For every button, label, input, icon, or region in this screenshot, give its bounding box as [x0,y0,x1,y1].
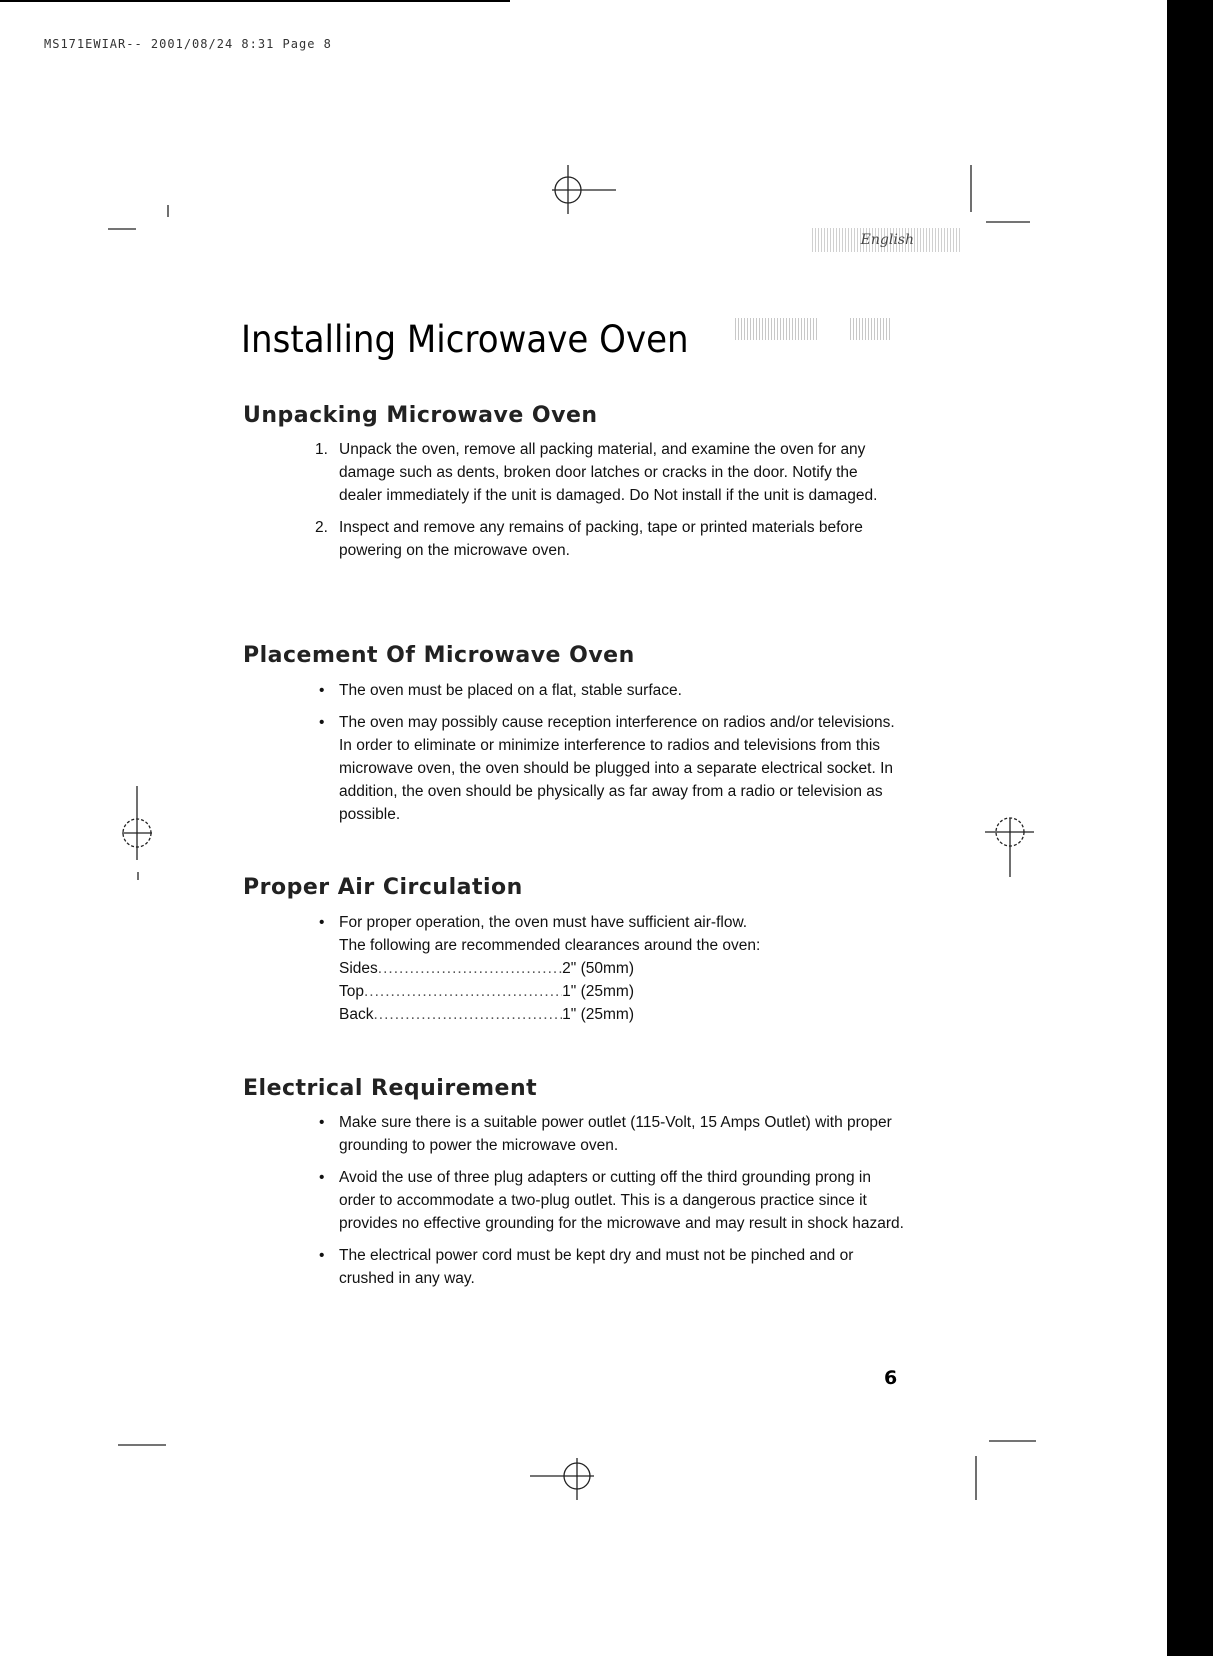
electrical-list [315,1111,905,1299]
language-tag: English [812,228,962,252]
bullet-icon: • [319,714,325,731]
registration-mark-bottom-icon [530,1458,594,1500]
page-title: Installing Microwave Oven [241,318,689,361]
list-item [315,911,905,1026]
clearance-row [339,957,634,980]
item-text: The electrical power cord must be kept dry and must not be pinched and or crushed in any way. [339,1247,854,1287]
item-number: 2. [315,519,328,536]
clearance-value: 1" (25mm) [562,983,634,1000]
item-text: Avoid the use of three plug adapters or cutting off the third grounding prong in order to accommodate a two-plug outlet. This is a dangerous practice since it provides no effective grounding for the microwave and may result in shock hazard. [339,1169,904,1232]
section-heading-unpacking: Unpacking Microwave Oven [243,403,598,428]
item-text: Make sure there is a suitable power outlet (115-Volt, 15 Amps Outlet) with proper grounding to power the microwave oven. [339,1114,892,1154]
clearance-row [339,980,634,1003]
air-circulation-list [315,911,905,1035]
unpacking-list [315,438,905,571]
bullet-icon: • [319,1247,325,1264]
clearance-label: Top [339,983,364,1000]
list-item [315,711,905,826]
list-item [315,1166,905,1235]
registration-mark-left-icon [122,786,152,860]
section-heading-air-circulation: Proper Air Circulation [243,875,523,900]
section-heading-electrical: Electrical Requirement [243,1076,538,1101]
registration-mark-right-icon [985,818,1034,877]
item-text: Unpack the oven, remove all packing material, and examine the oven for any damage such as dents, broken door latches or cracks in the door. Notify the dealer immediately if the unit is damaged. Do Not install if the unit is damaged. [339,441,878,504]
clearance-label: Back [339,1006,374,1023]
registration-mark-top-icon [552,165,616,214]
section-heading-placement: Placement Of Microwave Oven [243,643,635,668]
title-decoration [850,318,890,340]
dot-leader [373,1003,562,1026]
list-item [315,679,905,702]
list-item [315,516,905,562]
bullet-icon: • [319,682,325,699]
dot-leader [378,957,562,980]
clearance-label: Sides [339,960,378,977]
item-text: The oven may possibly cause reception interference on radios and/or televisions. In order to eliminate or minimize interference to radios and televisions from this microwave oven, the oven should be plugged into a separate electrical socket. In addition, the oven should be physically as far away from a radio or television as possible. [339,714,895,823]
bullet-icon: • [319,1114,325,1131]
item-subtext: The following are recommended clearances around the oven: [339,937,761,954]
clearance-value: 2" (50mm) [562,960,634,977]
bullet-icon: • [319,1169,325,1186]
dot-leader [364,980,562,1003]
clearance-value: 1" (25mm) [562,1006,634,1023]
bullet-icon: • [319,914,325,931]
clearance-row [339,1003,634,1026]
item-text: The oven must be placed on a flat, stable surface. [339,682,682,699]
item-number: 1. [315,441,328,458]
page-number: 6 [884,1367,898,1389]
item-text: Inspect and remove any remains of packing, tape or printed materials before powering on the microwave oven. [339,519,863,559]
placement-list [315,679,905,835]
list-item [315,1111,905,1157]
fax-header: MS171EWIAR-- 2001/08/24 8:31 Page 8 [44,37,332,51]
item-text: For proper operation, the oven must have sufficient air-flow. [339,914,748,931]
list-item [315,438,905,507]
title-decoration [735,318,819,340]
clearance-table [339,957,905,1026]
list-item [315,1244,905,1290]
